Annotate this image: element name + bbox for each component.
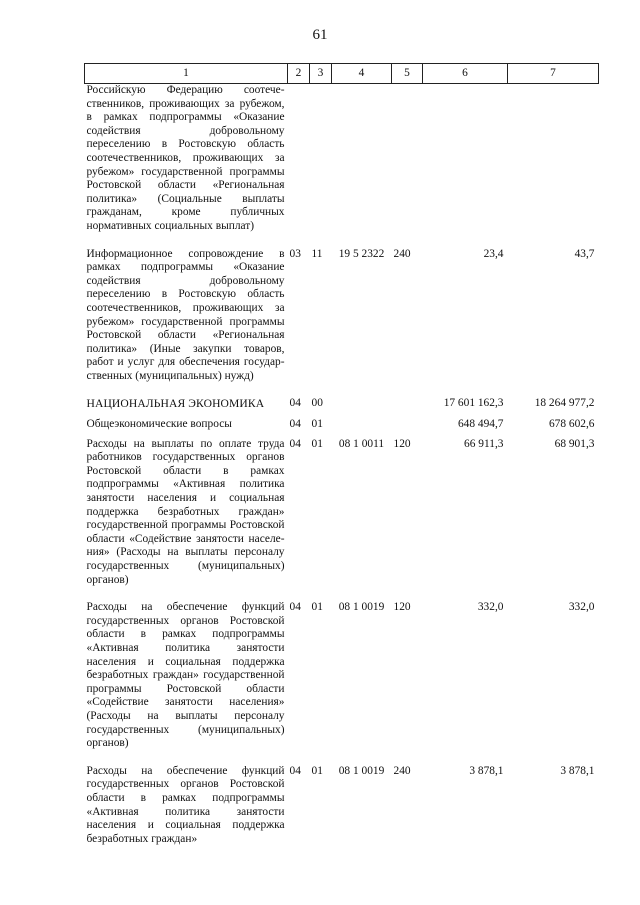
table-row xyxy=(85,765,599,847)
row-amount-2: 43,7 xyxy=(574,247,595,260)
row-subsection: 01 xyxy=(311,601,323,614)
row-amount-1: 17 601 162,3 xyxy=(443,397,504,410)
row-description: Расходы на выплаты по оплате труда работников государственных органов Ростовской области в рамках подпрограммы «Активная политика занятости населения и социальная поддержка безработных граждан» государственной программы Ростовской области «Содействие занятости населения» (Расходы на выплаты персоналу государственных (муниципальных) органов) xyxy=(86,437,285,586)
row-subsection: 01 xyxy=(311,764,323,777)
header-col-2: 2 xyxy=(288,64,310,84)
row-section: 04 xyxy=(289,437,301,450)
page-number: 61 xyxy=(312,27,328,43)
row-target-article xyxy=(332,418,392,438)
header-col-1: 1 xyxy=(85,64,288,84)
row-expense-type: 240 xyxy=(393,247,411,260)
row-amount-1: 23,4 xyxy=(483,247,504,260)
header-col-6: 6 xyxy=(423,64,508,84)
table-row xyxy=(85,438,599,602)
row-description: Российскую Федерацию соотечественников, проживающих за рубежом, в рамках подпрограммы «Оказание содействия добровольному переселению в Ростовскую область соотечественников, проживающих за рубежом» государственной программы Ростовской области «Региональная политика» (Социальные выплаты гражданам, кроме публичных нормативных социальных выплат) xyxy=(86,84,285,232)
row-target-article: 19 5 2322 xyxy=(338,247,385,260)
row-amount-2: 3 878,1 xyxy=(560,764,595,777)
header-col-5: 5 xyxy=(392,64,423,84)
row-subsection: 11 xyxy=(311,247,323,260)
table-header-row xyxy=(85,64,599,84)
row-description: Общеэкономические вопросы xyxy=(86,418,232,431)
row-target-article xyxy=(332,84,392,248)
row-description: Расходы на обеспечение функций государственных органов Ростовской области в рамках подпрограммы «Активная политика занятости населения и социальная поддержка безработных граждан» xyxy=(86,764,285,845)
row-subsection: 01 xyxy=(311,437,323,450)
row-expense-type xyxy=(392,397,423,418)
row-section: 04 xyxy=(289,418,301,431)
row-amount-1: 332,0 xyxy=(477,601,504,614)
row-amount-2: 68 901,3 xyxy=(554,437,595,450)
header-col-4: 4 xyxy=(332,64,392,84)
row-target-article: 08 1 0019 xyxy=(338,601,385,614)
row-expense-type xyxy=(392,84,423,248)
row-section: 04 xyxy=(289,764,301,777)
row-description: Расходы на обеспечение функций государственных органов Ростовской области в рамках подпрограммы «Активная политика занятости населения и социальная поддержка безработных граждан» государственной программы Ростовской области «Содействие занятости населения» (Расходы на выплаты персоналу государственных (муниципальных) органов) xyxy=(86,601,285,750)
row-description: Информационное сопровождение в рамках подпрограммы «Оказание содействия добровольному переселению в Ростовскую область соотечественников, проживающих за рубежом» государственной программы Ростовской области «Региональная политика» (Иные закупки товаров, работ и услуг для обеспечения государственных (муниципальных) нужд) xyxy=(86,247,285,382)
header-col-7: 7 xyxy=(508,64,599,84)
row-expense-type xyxy=(392,418,423,438)
row-section: 04 xyxy=(289,397,301,410)
section-title: НАЦИОНАЛЬНАЯ ЭКОНОМИКА xyxy=(86,397,265,411)
row-amount-1: 3 878,1 xyxy=(469,764,504,777)
row-subsection xyxy=(310,84,332,248)
table-row xyxy=(85,601,599,765)
row-subsection: 01 xyxy=(311,418,323,431)
row-amount-1: 648 494,7 xyxy=(457,418,504,431)
row-expense-type: 240 xyxy=(393,764,411,777)
row-section: 04 xyxy=(289,601,301,614)
row-amount-2: 332,0 xyxy=(568,601,595,614)
row-section: 03 xyxy=(289,247,301,260)
table-row xyxy=(85,248,599,398)
row-amount-2: 18 264 977,2 xyxy=(534,397,595,410)
row-subsection: 00 xyxy=(311,397,323,410)
row-description xyxy=(85,397,288,418)
row-amount-2 xyxy=(508,84,599,248)
row-amount-1: 66 911,3 xyxy=(464,437,504,450)
header-col-3: 3 xyxy=(310,64,332,84)
budget-table xyxy=(84,63,599,846)
table-row xyxy=(85,418,599,438)
table-row xyxy=(85,84,599,248)
table-row-section xyxy=(85,397,599,418)
row-section xyxy=(288,84,310,248)
row-target-article: 08 1 0019 xyxy=(338,764,385,777)
row-expense-type: 120 xyxy=(393,601,411,614)
row-amount-2: 678 602,6 xyxy=(548,418,595,431)
row-expense-type: 120 xyxy=(393,437,411,450)
row-target-article xyxy=(332,397,392,418)
row-amount-1 xyxy=(423,84,508,248)
row-target-article: 08 1 0011 xyxy=(338,437,385,450)
